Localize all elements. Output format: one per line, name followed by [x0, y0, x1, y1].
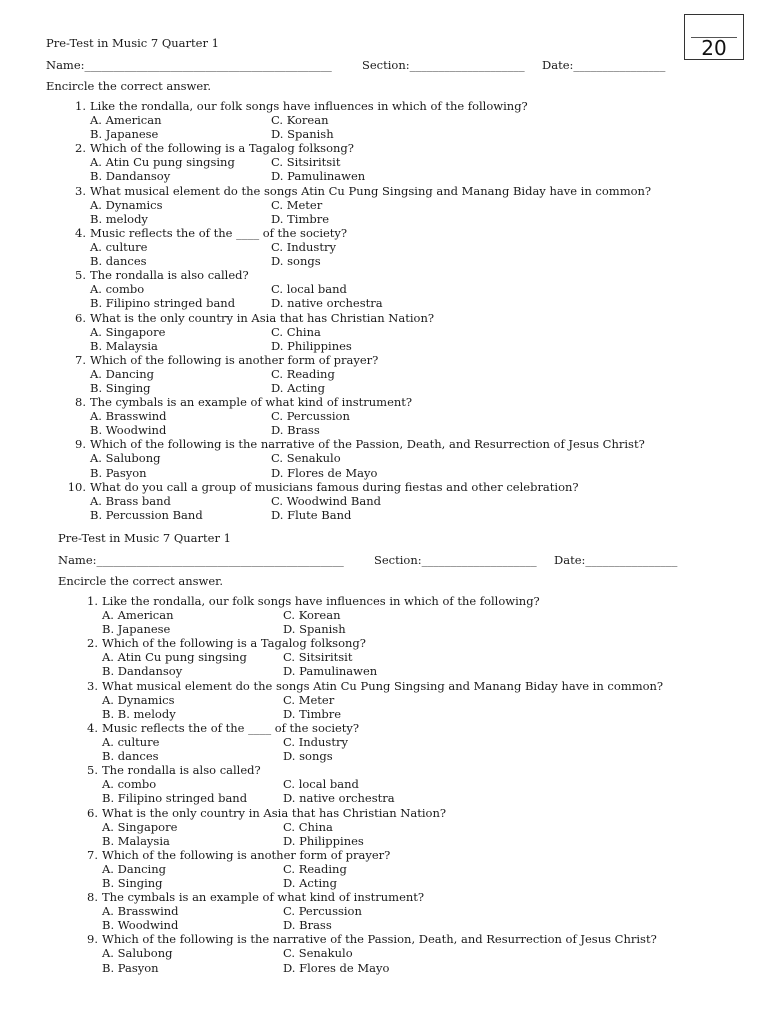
option-a[interactable]: A. American — [90, 113, 162, 128]
instructions: Encircle the correct answer. — [58, 574, 224, 588]
option-d[interactable]: D. Brass — [271, 423, 320, 438]
option-c[interactable]: C. Sitsiritsit — [271, 155, 341, 170]
question-text: Which of the following is a Tagalog folksong? — [102, 636, 366, 651]
option-b[interactable]: B. B. melody — [102, 706, 176, 721]
option-a[interactable]: A. American — [102, 608, 174, 623]
option-d[interactable]: D. Pamulinawen — [271, 169, 366, 184]
option-d[interactable]: D. Timbre — [271, 211, 330, 226]
option-a[interactable]: A. Singapore — [90, 324, 166, 339]
option-a[interactable]: A. Atin Cu pung singsing — [102, 650, 247, 665]
question-number: 9. — [75, 437, 86, 452]
question-text: Which of the following is another form of prayer? — [90, 352, 379, 367]
option-b[interactable]: B. Woodwind — [102, 918, 179, 933]
question-text: What do you call a group of musicians famous during fiestas and other celebration? — [90, 479, 579, 494]
question-number: 3. — [75, 183, 86, 198]
question-text: Which of the following is another form of prayer? — [102, 847, 391, 862]
question-text: Like the rondalla, our folk songs have influences in which of the following? — [90, 99, 528, 113]
option-c[interactable]: C. Percussion — [283, 904, 362, 919]
option-b[interactable]: B. Percussion Band — [90, 507, 203, 522]
question-text: The rondalla is also called? — [90, 268, 249, 283]
option-b[interactable]: B. dances — [102, 749, 159, 764]
option-b[interactable]: B. Malaysia — [102, 833, 170, 848]
option-c[interactable]: C. Senakulo — [283, 946, 353, 961]
option-d[interactable]: D. Spanish — [283, 622, 346, 637]
option-b[interactable]: B. Filipino stringed band — [102, 791, 248, 806]
question-number: 5. — [87, 763, 98, 778]
option-c[interactable]: C. Senakulo — [271, 451, 341, 466]
option-c[interactable]: C. Meter — [271, 197, 323, 212]
option-d[interactable]: D. Acting — [283, 875, 337, 890]
option-b[interactable]: B. Malaysia — [90, 338, 158, 353]
date-field[interactable]: Date:________________ — [542, 58, 666, 72]
question-number: 6. — [75, 310, 86, 325]
option-a[interactable]: A. Salubong — [102, 946, 173, 961]
option-a[interactable]: A. Singapore — [102, 819, 178, 834]
question-text: The rondalla is also called? — [102, 763, 261, 778]
option-a[interactable]: A. combo — [90, 282, 145, 297]
question-number: 6. — [87, 805, 98, 820]
option-b[interactable]: B. dances — [90, 254, 147, 269]
option-b[interactable]: B. Filipino stringed band — [90, 296, 236, 311]
name-field[interactable]: Name:___________________________________________ — [58, 553, 344, 567]
option-c[interactable]: C. Percussion — [271, 409, 350, 424]
option-c[interactable]: C. Korean — [283, 608, 341, 623]
question-text: Music reflects the of the ____ of the society? — [102, 720, 360, 735]
option-d[interactable]: D. Acting — [271, 380, 325, 395]
option-a[interactable]: A. Atin Cu pung singsing — [90, 155, 235, 170]
option-c[interactable]: C. Industry — [271, 239, 336, 254]
question-text: What musical element do the songs Atin Cu Pung Singsing and Manang Biday have in common? — [102, 678, 664, 693]
option-b[interactable]: B. Dandansoy — [90, 169, 171, 184]
option-c[interactable]: C. Woodwind Band — [271, 493, 381, 508]
option-d[interactable]: D. Philippines — [271, 338, 352, 353]
option-c[interactable]: C. Meter — [283, 692, 335, 707]
test-title: Pre-Test in Music 7 Quarter 1 — [58, 531, 231, 545]
section-field[interactable]: Section:____________________ — [362, 58, 525, 72]
option-b[interactable]: B. Dandansoy — [102, 664, 183, 679]
option-a[interactable]: A. culture — [102, 734, 160, 749]
option-a[interactable]: A. Brass band — [90, 493, 171, 508]
question-text: Music reflects the of the ____ of the society? — [90, 225, 348, 240]
test-title: Pre-Test in Music 7 Quarter 1 — [46, 36, 219, 50]
option-c[interactable]: C. Sitsiritsit — [283, 650, 353, 665]
question-text: Like the rondalla, our folk songs have influences in which of the following? — [102, 594, 540, 608]
question-number: 10. — [67, 479, 86, 494]
option-c[interactable]: C. Industry — [283, 734, 348, 749]
student-info-fields — [58, 553, 678, 567]
question-number: 7. — [87, 847, 98, 862]
question-text: What musical element do the songs Atin Cu Pung Singsing and Manang Biday have in common? — [90, 183, 652, 198]
instructions: Encircle the correct answer. — [46, 79, 212, 93]
option-a[interactable]: A. combo — [102, 777, 157, 792]
question-number: 8. — [75, 395, 86, 410]
question-number: 2. — [87, 636, 98, 651]
option-d[interactable]: D. Brass — [283, 918, 332, 933]
score-value: 20 — [701, 36, 727, 60]
question-text: What is the only country in Asia that has Christian Nation? — [90, 310, 435, 325]
option-a[interactable]: A. Dancing — [90, 366, 154, 381]
option-c[interactable]: C. Reading — [283, 861, 347, 876]
question-number: 1. — [75, 99, 86, 113]
question-text: The cymbals is an example of what kind of instrument? — [102, 890, 425, 905]
option-c[interactable]: C. Reading — [271, 366, 335, 381]
question-number: 1. — [87, 594, 98, 608]
option-d[interactable]: D. Flores de Mayo — [283, 960, 390, 975]
question-number: 3. — [87, 678, 98, 693]
question-number: 4. — [87, 720, 98, 735]
question-number: 5. — [75, 268, 86, 283]
question-text: The cymbals is an example of what kind of instrument? — [90, 395, 413, 410]
option-b[interactable]: B. melody — [90, 211, 148, 226]
option-d[interactable]: D. Philippines — [283, 833, 364, 848]
option-b[interactable]: B. Japanese — [90, 127, 159, 142]
option-a[interactable]: A. Salubong — [90, 451, 161, 466]
section-field[interactable]: Section:____________________ — [374, 553, 537, 567]
option-c[interactable]: C. China — [271, 324, 321, 339]
question-text: Which of the following is the narrative of the Passion, Death, and Resurrection of Jesus Christ? — [102, 932, 657, 947]
option-c[interactable]: C. local band — [283, 777, 359, 792]
option-b[interactable]: B. Japanese — [102, 622, 171, 637]
option-b[interactable]: B. Pasyon — [90, 465, 147, 480]
option-d[interactable]: D. Spanish — [271, 127, 334, 142]
question-number: 2. — [75, 141, 86, 156]
question-number: 8. — [87, 890, 98, 905]
date-field[interactable]: Date:________________ — [554, 553, 678, 567]
option-c[interactable]: C. local band — [271, 282, 347, 297]
option-d[interactable]: D. native orchestra — [271, 296, 383, 311]
option-a[interactable]: A. Dynamics — [102, 692, 175, 707]
option-b[interactable]: B. Woodwind — [90, 423, 167, 438]
name-field[interactable]: Name:___________________________________________ — [46, 58, 332, 72]
option-c[interactable]: C. China — [283, 819, 333, 834]
option-a[interactable]: A. Brasswind — [102, 904, 179, 919]
option-d[interactable]: D. Flores de Mayo — [271, 465, 378, 480]
option-d[interactable]: D. native orchestra — [283, 791, 395, 806]
option-a[interactable]: A. Brasswind — [90, 409, 167, 424]
option-d[interactable]: D. Pamulinawen — [283, 664, 378, 679]
score-box — [684, 14, 744, 60]
option-a[interactable]: A. Dancing — [102, 861, 166, 876]
option-d[interactable]: D. Flute Band — [271, 507, 352, 522]
option-d[interactable]: D. Timbre — [283, 706, 342, 721]
option-d[interactable]: D. songs — [283, 749, 333, 764]
question-number: 7. — [75, 352, 86, 367]
option-c[interactable]: C. Korean — [271, 113, 329, 128]
option-a[interactable]: A. culture — [90, 239, 148, 254]
question-number: 4. — [75, 225, 86, 240]
question-text: Which of the following is a Tagalog folksong? — [90, 141, 354, 156]
question-number: 9. — [87, 932, 98, 947]
option-b[interactable]: B. Pasyon — [102, 960, 159, 975]
option-b[interactable]: B. Singing — [90, 380, 151, 395]
option-b[interactable]: B. Singing — [102, 875, 163, 890]
question-text: What is the only country in Asia that has Christian Nation? — [102, 805, 447, 820]
question-text: Which of the following is the narrative of the Passion, Death, and Resurrection of Jesus Christ? — [90, 437, 645, 452]
option-d[interactable]: D. songs — [271, 254, 321, 269]
student-info-fields — [46, 58, 666, 72]
option-a[interactable]: A. Dynamics — [90, 197, 163, 212]
